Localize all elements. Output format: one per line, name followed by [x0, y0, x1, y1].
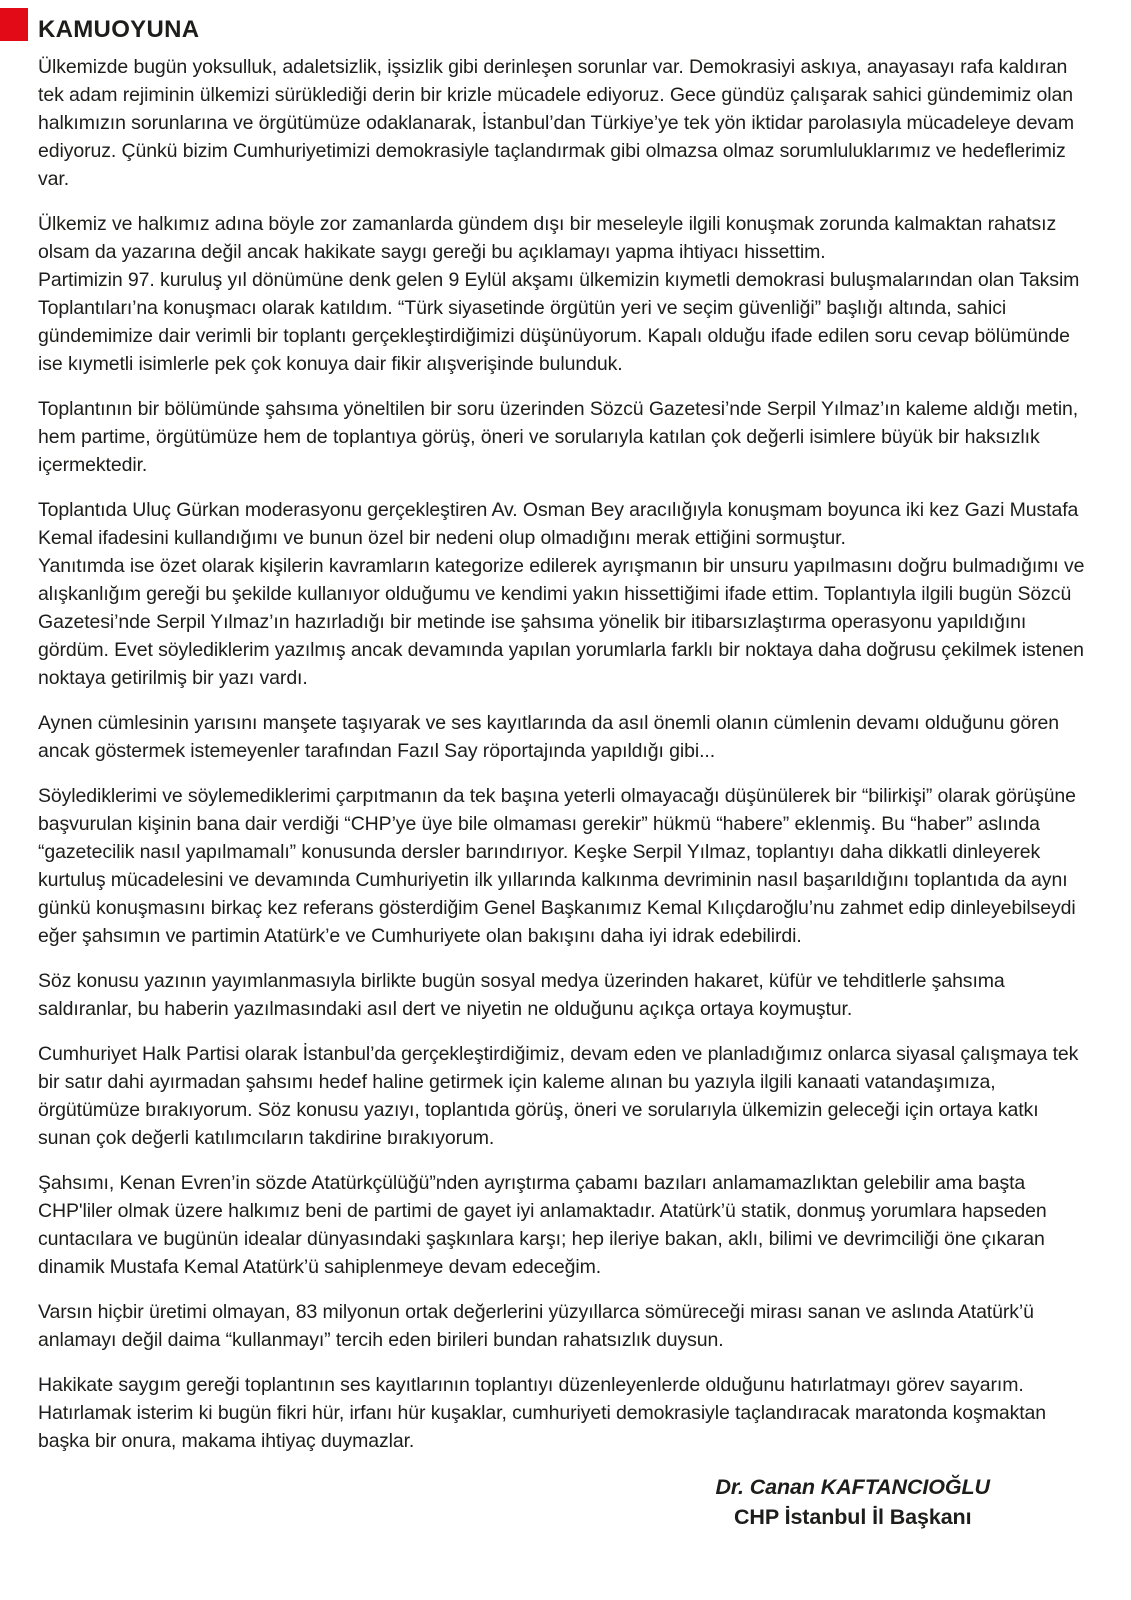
- paragraph: Toplantının bir bölümünde şahsıma yöneltilen bir soru üzerinden Sözcü Gazetesi’nde Serpil Yılmaz’ın kaleme aldığı metin, hem partime, örgütümüze hem de toplantıya görüş, öneri ve sorularıyla katılan çok değerli isimlere büyük bir haksızlık içermektedir.: [38, 398, 1079, 476]
- paragraph: Varsın hiçbir üretimi olmayan, 83 milyonun ortak değerlerini yüzyıllarca sömüreceği mirası sanan ve aslında Atatürk’ü anlamayı değil daima “kullanmayı” tercih eden birileri bundan rahatsızlık duysun.: [38, 1301, 1034, 1351]
- paragraph: Aynen cümlesinin yarısını manşete taşıyarak ve ses kayıtlarında da asıl önemli olanın cümlenin devamı olduğunu gören ancak göstermek istemeyenler tarafından Fazıl Say röportajında yapıldığı gibi...: [38, 712, 1060, 762]
- paragraph: Söz konusu yazının yayımlanmasıyla birlikte bugün sosyal medya üzerinden hakaret, küfür ve tehditlerle şahsıma saldıranlar, bu haberin yazılmasındaki asıl dert ve niyetin ne olduğunu açıkça ortaya koymuştur.: [38, 970, 1005, 1020]
- signature-role: CHP İstanbul İl Başkanı: [734, 1505, 972, 1529]
- paragraph: Cumhuriyet Halk Partisi olarak İstanbul’da gerçekleştirdiğimiz, devam eden ve planladığımız onlarca siyasal çalışmaya tek bir satır dahi ayırmadan şahsımı hedef haline getirmek için kaleme alınan bu yazıyla ilgili kanaati vatandaşımıza, örgütümüze bırakıyorum. Söz konusu yazıyı, toplantıda görüş, öneri ve sorularıyla ülkemizin geleceği için ortaya katkı sunan çok değerli katılımcıların takdirine bırakıyorum.: [38, 1043, 1079, 1149]
- document-body: [0, 44, 1131, 1532]
- document-title: KAMUOYUNA: [38, 16, 200, 43]
- red-accent-square: [0, 8, 28, 41]
- paragraph: Yanıtımda ise özet olarak kişilerin kavramların kategorize edilerek ayrışmanın bir unsuru yapılmasını doğru bulmadığımı ve alışkanlığım gereği bu şekilde kullanıyor olduğumu ve kendimi yakın hissettiğimi ifade ettim. Toplantıyla ilgili bugün Sözcü Gazetesi’nde Serpil Yılmaz’ın hazırladığı bir metinde ise şahsıma yönelik bir itibarsızlaştırma operasyonu yapıldığını gördüm. Evet söylediklerim yazılmış ancak devamında yapılan yorumlarla farklı bir noktaya daha doğrusu çekilmek istenen noktaya getirilmiş bir yazı vardı.: [38, 555, 1085, 689]
- paragraph: Ülkemizde bugün yoksulluk, adaletsizlik, işsizlik gibi derinleşen sorunlar var. Demokrasiyi askıya, anayasayı rafa kaldıran tek adam rejiminin ülkemizi sürüklediği derin bir krizle mücadele ediyoruz. Gece gündüz çalışarak sahici gündemimiz olan halkımızın sorunlarına ve örgütümüze odaklanarak, İstanbul’dan Türkiye’ye tek yön iktidar parolasıyla mücadeleye devam ediyoruz. Çünkü bizim Cumhuriyetimizi demokrasiyle taçlandırmak gibi olmazsa olmaz sorumluluklarımız ve hedeflerimiz var.: [38, 56, 1074, 190]
- paragraph: Toplantıda Uluç Gürkan moderasyonu gerçekleştiren Av. Osman Bey aracılığıyla konuşmam boyunca iki kez Gazi Mustafa Kemal ifadesini kullandığımı ve bunun özel bir nedeni olup olmadığını merak ettiğini sormuştur.: [38, 499, 1079, 549]
- document-header: [0, 0, 1131, 44]
- paragraph: Hakikate saygım gereği toplantının ses kayıtlarının toplantıyı düzenleyenlerde olduğunu hatırlatmayı görev sayarım. Hatırlamak isterim ki bugün fikri hür, irfanı hür kuşaklar, cumhuriyeti demokrasiyle taçlandıracak maratonda koşmaktan başka bir onura, makama ihtiyaç duymazlar.: [38, 1374, 1047, 1452]
- paragraph: Şahsımı, Kenan Evren’in sözde Atatürkçülüğü”nden ayrıştırma çabamı bazıları anlamamazlıktan gelebilir ama başta CHP'liler olmak üzere halkımız beni de partimi de gayet iyi anlamaktadır. Atatürk’ü statik, donmuş yorumlara hapseden cuntacılara ve bugünün idealar dünyasındaki şaşkınlara karşı; hep ileriye bakan, aklı, bilimi ve devrimciliği öne çıkaran dinamik Mustafa Kemal Atatürk’ü sahiplenmeye devam edeceğim.: [38, 1172, 1047, 1278]
- signature-name: Dr. Canan KAFTANCIOĞLU: [715, 1475, 990, 1499]
- paragraph: Söylediklerimi ve söylemediklerimi çarpıtmanın da tek başına yeterli olmayacağı düşünülerek bir “bilirkişi” olarak görüşüne başvurulan kişinin bana dair verdiği “CHP’ye üye bile olmaması gerekir” hükmü “habere” eklenmiş. Bu “haber” aslında “gazetecilik nasıl yapılmamalı” konusunda dersler barındırıyor. Keşke Serpil Yılmaz, toplantıyı daha dikkatli dinleyerek kurtuluş mücadelesini ve devamında Cumhuriyetin ilk yıllarında kalkınma devriminin nasıl başarıldığını toplantıda da aynı günkü konuşmasını birkaç kez referans gösterdiğim Genel Başkanımız Kemal Kılıçdaroğlu’nu zahmet edip dinleyebilseydi eğer şahsımın ve partimin Atatürk’e ve Cumhuriyete olan bakışını daha iyi idrak edebilirdi.: [38, 785, 1076, 947]
- paragraph: Partimizin 97. kuruluş yıl dönümüne denk gelen 9 Eylül akşamı ülkemizin kıymetli demokrasi buluşmalarından olan Taksim Toplantıları’na konuşmacı olarak katıldım. “Türk siyasetinde örgütün yeri ve seçim güvenliği” başlığı altında, sahici gündemimize dair verimli bir toplantı gerçekleştirdiğimizi düşünüyorum. Kapalı olduğu ifade edilen soru cevap bölümünde ise kıymetli isimlerle pek çok konuya dair fikir alışverişinde bulunduk.: [38, 269, 1080, 375]
- signature-block: [715, 1472, 990, 1532]
- paragraph: Ülkemiz ve halkımız adına böyle zor zamanlarda gündem dışı bir meseleyle ilgili konuşmak zorunda kalmaktan rahatsız olsam da yazarına değil ancak hakikate saygı gereği bu açıklamayı yapma ihtiyacı hissettim.: [38, 213, 1057, 263]
